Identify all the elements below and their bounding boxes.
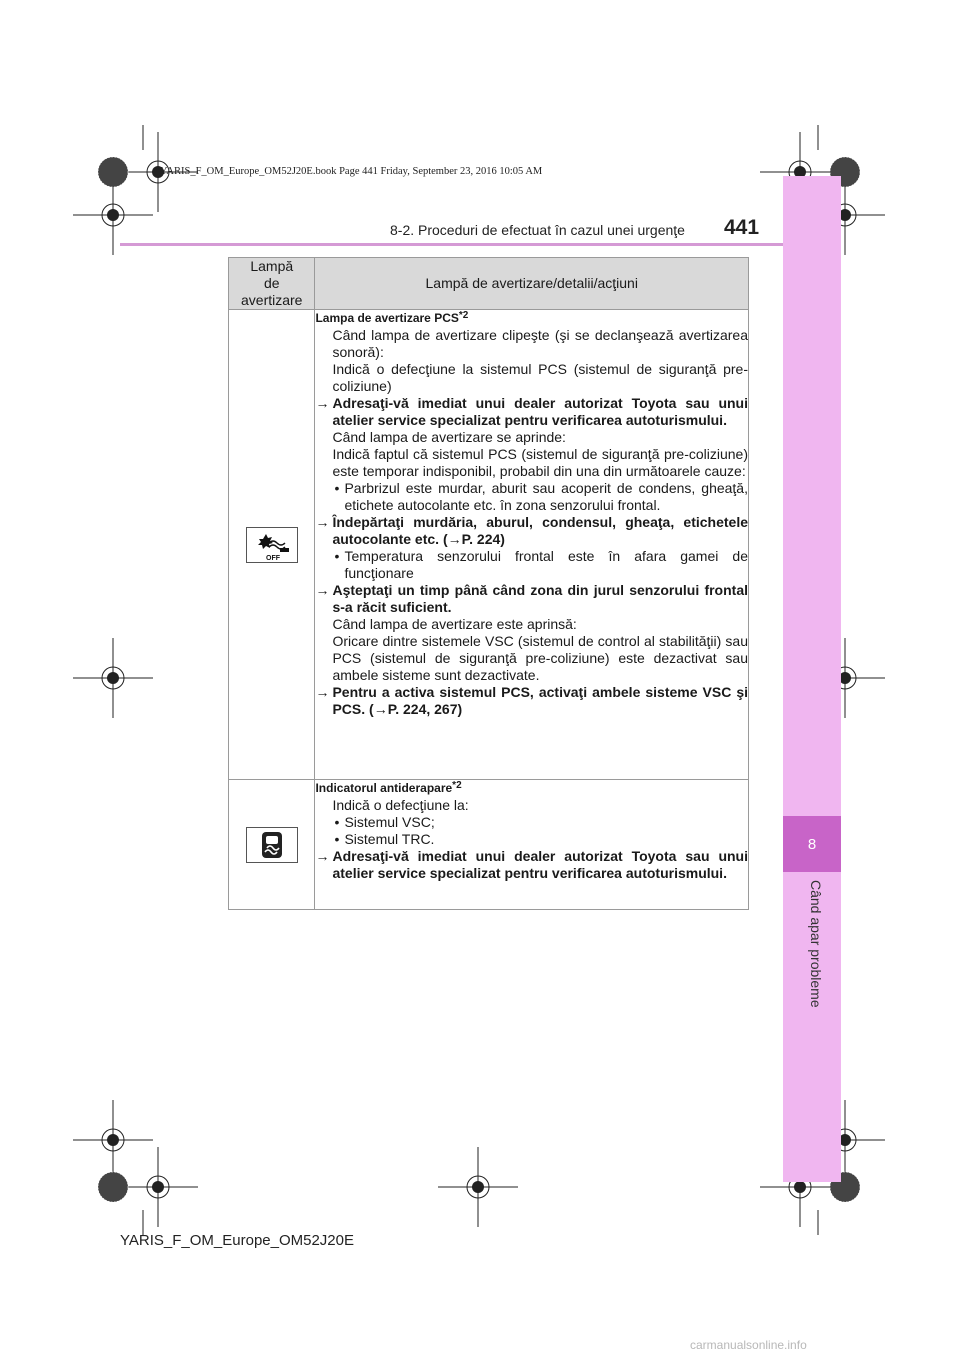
footnote-marker: *2 bbox=[458, 310, 469, 321]
action-line: → Îndepărtaţi murdăria, aburul, condensul, gheaţa, etichetele autocolante etc. (→P. 224) bbox=[315, 514, 748, 548]
chapter-title: Când apar probleme bbox=[808, 880, 824, 1008]
pcs-off-warning-icon bbox=[246, 527, 298, 563]
detail-line: Indică o defecţiune la sistemul PCS (sistemul de siguranţă pre-coliziune) bbox=[332, 361, 748, 394]
pcs-warning-details bbox=[315, 310, 749, 780]
table-row bbox=[229, 310, 749, 780]
action-line: → Aşteptaţi un timp până când zona din jurul senzorului frontal s-a răcit suficient. bbox=[315, 582, 748, 616]
footnote-marker: *2 bbox=[452, 780, 462, 791]
bullet-line: • Sistemul VSC; bbox=[315, 814, 748, 831]
detail-line: Când lampa de avertizare clipeşte (şi se declanşează avertizarea sonoră): bbox=[332, 327, 748, 360]
detail-line: Oricare dintre sistemele VSC (sistemul de control al stabilităţii) sau PCS (sistemul de siguranţă pre-coliziune) este dezactivat sau ambele sisteme sunt dezactivate. bbox=[332, 633, 748, 683]
chapter-number: 8 bbox=[783, 816, 841, 872]
table-row bbox=[229, 780, 749, 910]
bullet-line: • Temperatura senzorului frontal este în afara gamei de funcţionare bbox=[315, 548, 748, 582]
site-watermark: carmanualsonline.info bbox=[690, 1338, 807, 1352]
bullet-line: • Sistemul TRC. bbox=[315, 831, 748, 848]
action-line: → Adresaţi-vă imediat unui dealer autorizat Toyota sau unui atelier service specializat pentru verificarea autoturismului. bbox=[315, 395, 748, 429]
detail-line: Când lampa de avertizare este aprinsă: bbox=[332, 616, 577, 632]
svg-text:OFF: OFF bbox=[265, 554, 280, 562]
detail-line: Indică faptul că sistemul PCS (sistemul de siguranţă pre-coliziune) este temporar indisponibil, probabil din una din următoarele cauze: bbox=[332, 446, 748, 479]
col-lamp-header: Lampă de avertizare bbox=[229, 258, 315, 310]
col-details-header: Lampă de avertizare/detalii/acţiuni bbox=[315, 258, 749, 310]
detail-line: Indică o defecţiune la: bbox=[332, 797, 469, 813]
chapter-sidebar bbox=[783, 176, 841, 1182]
manual-code-footer: YARIS_F_OM_Europe_OM52J20E bbox=[120, 1232, 355, 1249]
detail-line: Când lampa de avertizare se aprinde: bbox=[332, 429, 566, 445]
section-title: 8-2. Proceduri de efectuat în cazul unei urgenţe bbox=[390, 222, 685, 238]
warning-lamp-table bbox=[228, 257, 749, 910]
row-title: Indicatorul antiderapare bbox=[315, 781, 453, 795]
row-title: Lampa de avertizare PCS bbox=[315, 311, 459, 325]
action-line: → Pentru a activa sistemul PCS, activaţi ambele sisteme VSC şi PCS. (→P. 224, 267) bbox=[315, 684, 748, 718]
slip-indicator-icon bbox=[246, 827, 298, 863]
page-number: 441 bbox=[724, 216, 760, 239]
book-stamp: YARIS_F_OM_Europe_OM52J20E.book Page 441 Friday, September 23, 2016 10:05 AM bbox=[160, 166, 543, 177]
slip-indicator-details bbox=[315, 780, 749, 910]
header-rule bbox=[120, 243, 783, 246]
action-line: → Adresaţi-vă imediat unui dealer autorizat Toyota sau unui atelier service specializat pentru verificarea autoturismului. bbox=[315, 848, 748, 882]
table-header-row bbox=[229, 258, 749, 310]
bullet-line: • Parbrizul este murdar, aburit sau acoperit de condens, gheaţă, etichete autocolante etc. în zona senzorului frontal. bbox=[315, 480, 748, 514]
